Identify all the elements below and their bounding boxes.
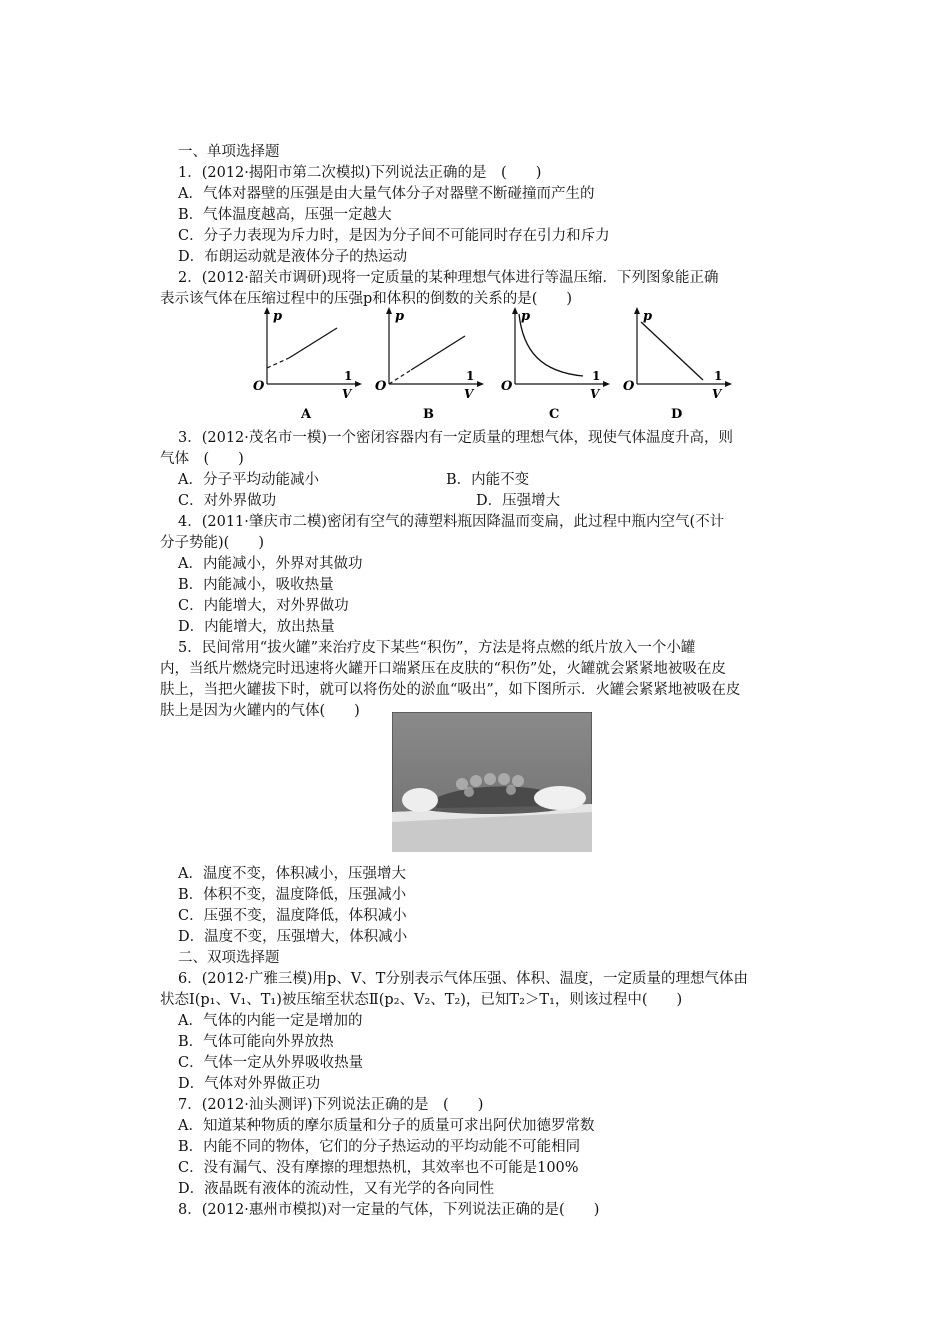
- graph-d-y-label: p: [643, 309, 653, 324]
- q6-stem-line2: 状态Ⅰ(p₁、V₁、T₁)被压缩至状态Ⅱ(p₂、V₂、T₂)，已知T₂＞T₁，则该过程中( ): [160, 992, 683, 1008]
- section2-title: 二、双项选择题: [178, 950, 280, 966]
- q5-option-c: C．压强不变，温度降低，体积减小: [178, 908, 407, 924]
- q3-option-a: A．分子平均动能减小: [178, 472, 319, 488]
- q3-option-d: D．压强增大: [476, 493, 561, 509]
- q1-option-c: C．分子力表现为斥力时，是因为分子间不可能同时存在引力和斥力: [178, 228, 610, 244]
- graph-c-y-label: p: [521, 309, 531, 324]
- graph-b-y-label: p: [395, 309, 405, 324]
- q5-option-b: B．体积不变，温度降低，压强减小: [178, 887, 407, 903]
- q6-option-c: C．气体一定从外界吸收热量: [178, 1055, 364, 1071]
- q3-stem-line2: 气体 ( ): [160, 451, 244, 467]
- q6-option-a: A．气体的内能一定是增加的: [178, 1013, 363, 1029]
- graph-c-label: C: [549, 407, 560, 422]
- q8-stem: 8．(2012·惠州市模拟)对一定量的气体，下列说法正确的是( ): [178, 1202, 600, 1218]
- q7-option-a: A．知道某种物质的摩尔质量和分子的质量可求出阿伏加德罗常数: [178, 1118, 595, 1134]
- q1-stem: 1．(2012·揭阳市第二次模拟)下列说法正确的是 ( ): [178, 165, 542, 181]
- graph-c-x-den: V: [590, 387, 600, 401]
- q3-stem-line1: 3．(2012·茂名市一模)一个密闭容器内有一定质量的理想气体，现使气体温度升高，则: [178, 430, 734, 446]
- section1-title: 一、单项选择题: [178, 144, 280, 160]
- graph-b-x-num: 1: [466, 369, 475, 383]
- graph-c: [493, 306, 613, 426]
- graph-b-origin: O: [375, 379, 387, 394]
- q4-option-a: A．内能减小，外界对其做功: [178, 556, 363, 572]
- graph-d-label: D: [671, 407, 683, 422]
- q3-option-b: B．内能不变: [446, 472, 530, 488]
- graph-d-origin: O: [623, 379, 635, 394]
- graph-a-origin: O: [253, 379, 265, 394]
- q4-stem-line1: 4．(2011·肇庆市二模)密闭有空气的薄塑料瓶因降温而变扁，此过程中瓶内空气(不计: [178, 514, 725, 530]
- q5-line4: 肤上是因为火罐内的气体( ): [160, 703, 360, 719]
- graph-b-x-den: V: [464, 387, 474, 401]
- q5-line1: 5．民间常用“拔火罐”来治疗皮下某些“积伤”，方法是将点燃的纸片放入一个小罐: [178, 640, 696, 656]
- graph-a-y-label: p: [273, 309, 283, 324]
- graph-a-x-num: 1: [344, 369, 353, 383]
- q4-option-b: B．内能减小，吸收热量: [178, 577, 334, 593]
- q7-stem: 7．(2012·汕头测评)下列说法正确的是 ( ): [178, 1097, 484, 1113]
- q5-option-d: D．温度不变，压强增大，体积减小: [178, 929, 408, 945]
- cupping-photo: [392, 712, 592, 852]
- q1-option-b: B．气体温度越高，压强一定越大: [178, 207, 392, 223]
- q4-option-d: D．内能增大，放出热量: [178, 619, 335, 635]
- q6-option-b: B．气体可能向外界放热: [178, 1034, 334, 1050]
- graph-a: [245, 306, 365, 426]
- graph-a-x-den: V: [342, 387, 352, 401]
- q2-stem-line2: 表示该气体在压缩过程中的压强p和体积的倒数的关系的是( ): [160, 291, 573, 307]
- q4-option-c: C．内能增大，对外界做功: [178, 598, 349, 614]
- q7-option-d: D．液晶既有液体的流动性，又有光学的各向同性: [178, 1181, 495, 1197]
- q1-option-d: D．布朗运动就是液体分子的热运动: [178, 249, 408, 265]
- graph-b-label: B: [423, 407, 434, 422]
- q5-option-a: A．温度不变，体积减小，压强增大: [178, 866, 406, 882]
- graph-a-label: A: [301, 407, 312, 422]
- graph-d: [615, 306, 735, 426]
- q1-option-a: A．气体对器壁的压强是由大量气体分子对器壁不断碰撞而产生的: [178, 186, 595, 202]
- graph-d-x-num: 1: [714, 369, 723, 383]
- q7-option-c: C．没有漏气、没有摩擦的理想热机，其效率也不可能是100%: [178, 1160, 579, 1176]
- q5-line3: 肤上，当把火罐拔下时，就可以将伤处的淤血“吸出”，如下图所示．火罐会紧紧地被吸在皮: [160, 682, 741, 698]
- q6-option-d: D．气体对外界做正功: [178, 1076, 321, 1092]
- graph-c-x-num: 1: [592, 369, 601, 383]
- q3-option-c: C．对外界做功: [178, 493, 277, 509]
- graph-c-origin: O: [501, 379, 513, 394]
- q2-graphs: [245, 306, 735, 426]
- graph-d-x-den: V: [712, 387, 722, 401]
- q6-stem-line1: 6．(2012·广雅三模)用p、V、T分别表示气体压强、体积、温度，一定质量的理想气体由: [178, 971, 748, 987]
- q2-stem-line1: 2．(2012·韶关市调研)现将一定质量的某种理想气体进行等温压缩．下列图象能正确: [178, 270, 719, 286]
- q7-option-b: B．内能不同的物体，它们的分子热运动的平均动能不可能相同: [178, 1139, 581, 1155]
- graph-b: [367, 306, 487, 426]
- q4-stem-line2: 分子势能)( ): [160, 535, 264, 551]
- q5-line2: 内，当纸片燃烧完时迅速将火罐开口端紧压在皮肤的“积伤”处，火罐就会紧紧地被吸在皮: [160, 661, 726, 677]
